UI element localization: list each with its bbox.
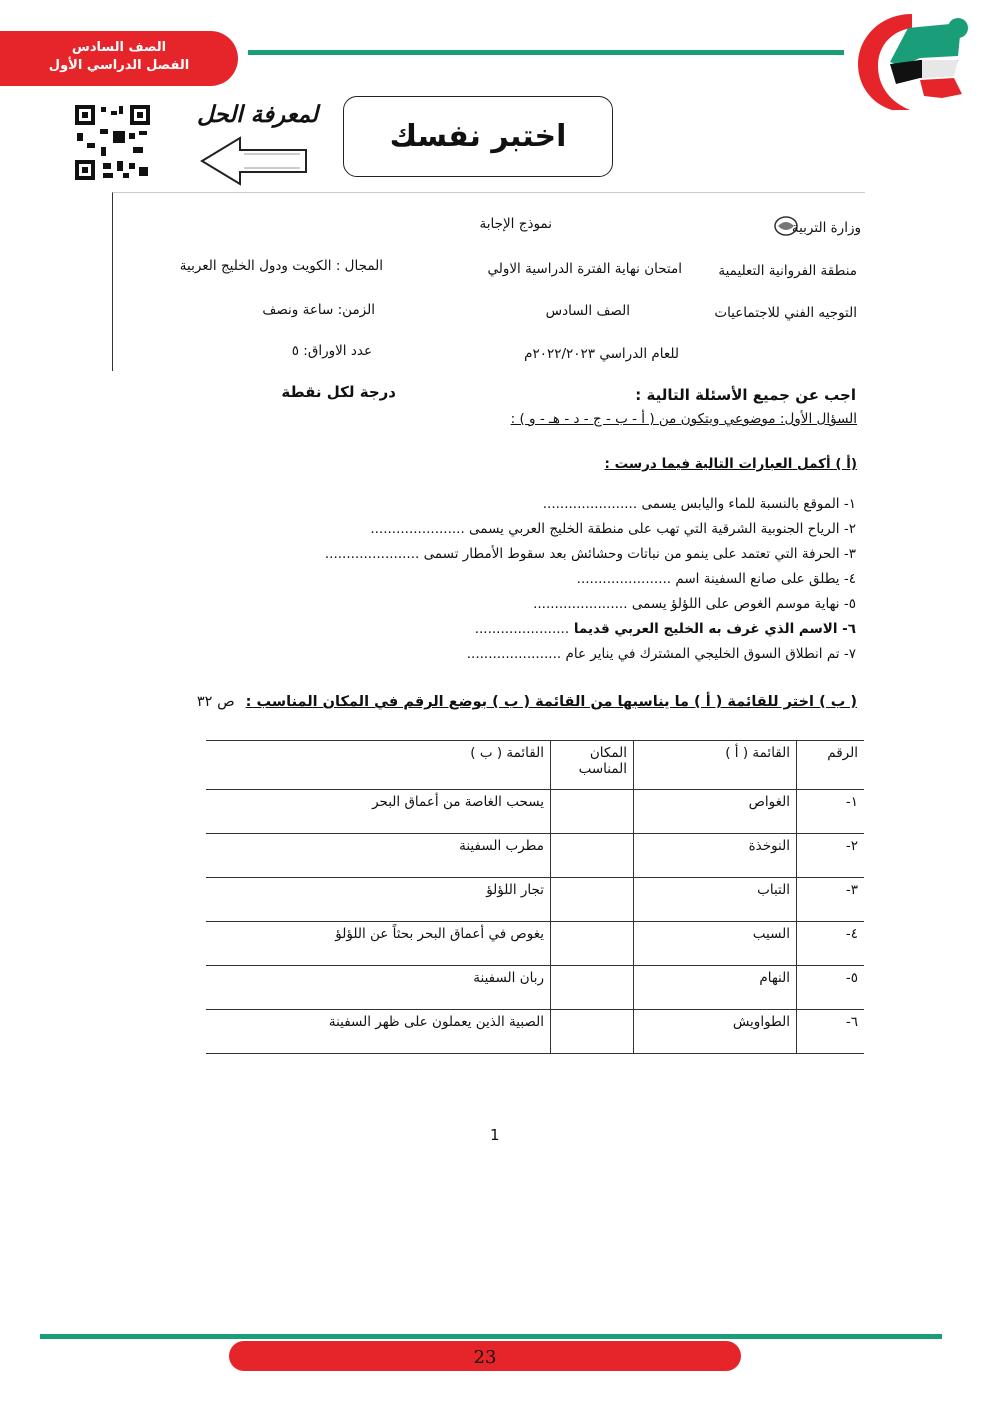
answer-blank[interactable]: ...................... [542, 496, 638, 512]
row-number: ٦- [797, 1010, 865, 1054]
table-row [206, 790, 864, 834]
year-label: للعام الدراسي ٢٠٢٢/٢٠٢٣م [524, 346, 679, 362]
list-b-item: ربان السفينة [206, 966, 551, 1010]
answer-cell[interactable] [551, 922, 634, 966]
header-list-b: القائمة ( ب ) [206, 741, 551, 790]
fill-item-3: ٣- الحرفة التي تعتمد على ينمو من نباتات وحشائش بعد سقوط الأمطار تسمى ...................... [324, 546, 856, 562]
answer-blank[interactable]: ...................... [466, 646, 562, 662]
table-row [206, 966, 864, 1010]
duration-label: الزمن: ساعة ونصف [262, 302, 375, 318]
guidance-label: التوجيه الفني للاجتماعيات [714, 305, 857, 321]
answer-all-heading: اجب عن جميع الأسئلة التالية : [635, 386, 856, 404]
page-number: 23 [229, 1341, 741, 1371]
list-b-item: تجار اللؤلؤ [206, 878, 551, 922]
answer-blank[interactable]: ...................... [474, 621, 570, 637]
question-one-title: السؤال الأول: موضوعي ويتكون من ( أ - ب - ج - د - هـ - و ) : [510, 411, 857, 427]
fill-item-7: ٧- تم انطلاق السوق الخليجي المشترك في يناير عام ...................... [466, 646, 856, 662]
fill-item-6: ٦- الاسم الذي غرف به الخليج العربي قديما ...................... [474, 621, 856, 637]
answer-cell[interactable] [551, 878, 634, 922]
answer-cell[interactable] [551, 966, 634, 1010]
fill-item-4: ٤- يطلق على صانع السفينة اسم ...................... [576, 571, 856, 587]
page-title: اختبر نفسك [343, 96, 613, 177]
inner-page-number: 1 [490, 1126, 500, 1144]
kuwait-map-logo-icon [850, 6, 980, 114]
list-a-item: النهام [634, 966, 797, 1010]
fill-item-2: ٢- الرياح الجنوبية الشرقية التي تهب على منطقة الخليج العربي يسمى ...................... [370, 521, 856, 537]
table-header-row [206, 741, 864, 790]
list-b-item: يغوص في أعماق البحر بحثاً عن اللؤلؤ [206, 922, 551, 966]
header-divider [248, 50, 844, 55]
answer-blank[interactable]: ...................... [533, 596, 628, 612]
matching-table [206, 740, 864, 1054]
answer-blank[interactable]: ...................... [370, 521, 465, 537]
list-b-item: يسحب الغاصة من أعماق البحر [206, 790, 551, 834]
fill-item-1: ١- الموقع بالنسبة للماء واليابس يسمى ...................... [542, 496, 856, 512]
arrow-left-icon [200, 136, 310, 186]
fill-item-5: ٥- نهاية موسم الغوص على اللؤلؤ يسمى ...................... [533, 596, 856, 612]
answer-model-label: نموذج الإجابة [479, 216, 552, 232]
row-number: ٣- [797, 878, 865, 922]
answer-cell[interactable] [551, 790, 634, 834]
header-num: الرقم [797, 741, 865, 790]
header-place: المكان المناسب [551, 741, 634, 790]
answer-blank[interactable]: ...................... [576, 571, 672, 587]
reveal-answer-link[interactable] [190, 98, 325, 193]
list-a-item: الغواص [634, 790, 797, 834]
answer-blank[interactable]: ...................... [324, 546, 420, 562]
list-a-item: النوخذة [634, 834, 797, 878]
list-a-item: الطواويش [634, 1010, 797, 1054]
table-row [206, 1010, 864, 1054]
list-a-item: التباب [634, 878, 797, 922]
grade-label: الصف السادس [71, 40, 167, 55]
reveal-answer-label: لمعرفة الحل [196, 102, 319, 128]
answer-cell[interactable] [551, 1010, 634, 1054]
list-b-item: مطرب السفينة [206, 834, 551, 878]
pages-label: عدد الاوراق: ٥ [291, 343, 372, 359]
table-row [206, 834, 864, 878]
qr-code-icon[interactable] [73, 103, 152, 182]
header-list-a: القائمة ( أ ) [634, 741, 797, 790]
table-row [206, 878, 864, 922]
subject-label: المجال : الكويت ودول الخليج العربية [179, 258, 383, 274]
region-label: منطقة الفروانية التعليمية [718, 263, 857, 279]
row-number: ١- [797, 790, 865, 834]
row-number: ٤- [797, 922, 865, 966]
footer-divider [40, 1334, 942, 1339]
section-b-title: ( ب ) اختر للقائمة ( أ ) ما يناسبها من القائمة ( ب ) بوضع الرقم في المكان المناسب : ص ٣٢ [196, 694, 857, 710]
grade-info-label: الصف السادس [545, 303, 630, 319]
row-number: ٢- [797, 834, 865, 878]
list-b-item: الصبية الذين يعملون على ظهر السفينة [206, 1010, 551, 1054]
grading-note: درجة لكل نقطة [281, 383, 396, 401]
row-number: ٥- [797, 966, 865, 1010]
page-reference: ص ٣٢ [196, 694, 235, 710]
semester-label: الفصل الدراسي الأول [48, 58, 190, 73]
grade-tag [0, 31, 238, 86]
exam-label: امتحان نهاية الفترة الدراسية الاولي [487, 261, 682, 277]
answer-cell[interactable] [551, 834, 634, 878]
ministry-label: وزارة التربية [791, 220, 861, 236]
table-row [206, 922, 864, 966]
list-a-item: السيب [634, 922, 797, 966]
section-a-title: (أ ) أكمل العبارات التالية فيما درست : [604, 456, 857, 472]
